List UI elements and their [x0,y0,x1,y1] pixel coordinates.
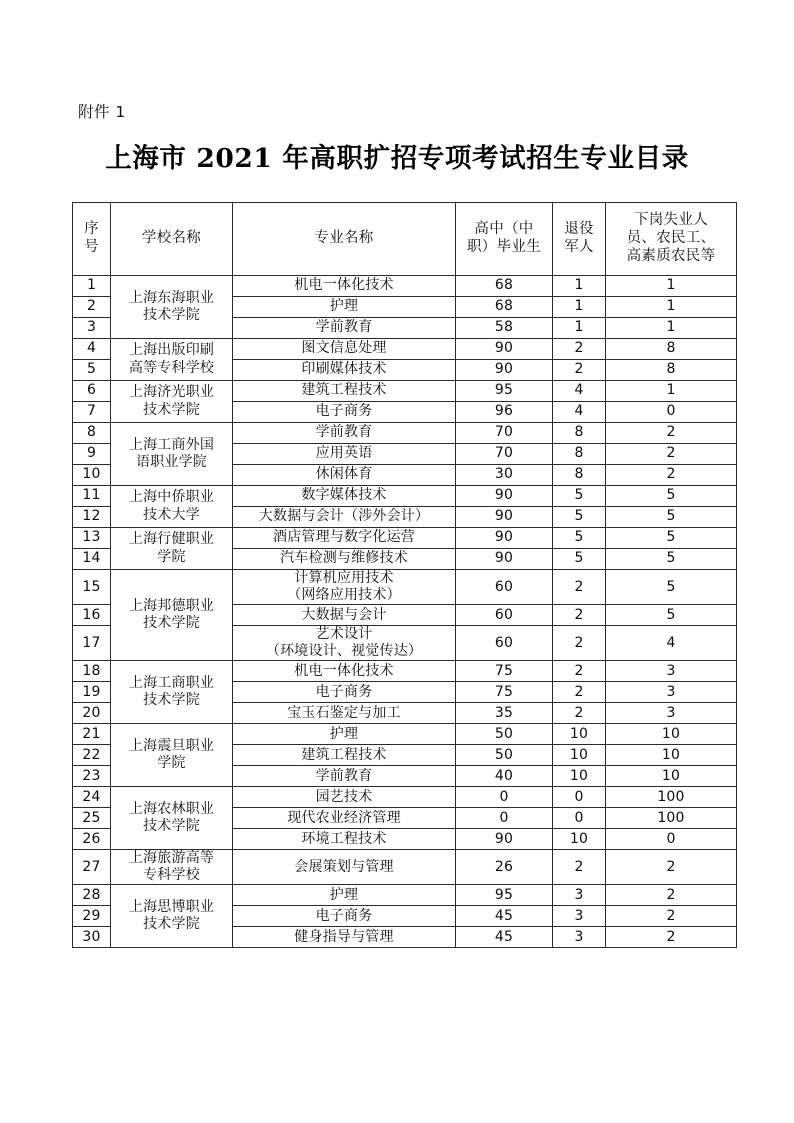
cell-high-school-quota: 75 [456,682,553,703]
cell-major-name: 机电一体化技术 [233,661,456,682]
cell-major-name: 大数据与会计 [233,605,456,626]
page-title: 上海市 2021 年高职扩招专项考试招生专业目录 [105,143,689,174]
cell-veteran-quota: 4 [553,381,606,402]
cell-seq: 19 [73,682,111,703]
cell-other-groups-quota: 3 [606,661,737,682]
cell-major-name: 数字媒体技术 [233,486,456,507]
cell-major-name: 印刷媒体技术 [233,360,456,381]
table-row [73,570,737,605]
school-name-line2: 语职业学院 [136,454,207,470]
school-name-line1: 上海思博职业 [128,899,215,916]
cell-veteran-quota: 2 [553,682,606,703]
cell-other-groups-quota: 5 [606,605,737,626]
major-name-line1: 艺术设计 [315,626,373,643]
cell-high-school-quota: 0 [456,808,553,829]
cell-seq: 13 [73,528,111,549]
school-name-line2: 技术学院 [143,818,200,835]
cell-other-groups-quota: 10 [606,745,737,766]
school-name-line1: 上海济光职业 [128,384,215,401]
school-name-line2: 技术学院 [143,916,200,933]
cell-major-name: 护理 [233,297,456,318]
school-name-line1: 上海东海职业 [128,289,215,306]
column-header-major: 专业名称 [233,203,456,276]
cell-other-groups-quota: 2 [606,906,737,927]
school-name-line2: 高等专科学校 [128,359,215,376]
cell-seq: 5 [73,360,111,381]
cell-veteran-quota: 2 [553,570,606,605]
cell-major-name: 建筑工程技术 [233,745,456,766]
cell-veteran-quota: 10 [553,766,606,787]
column-header-other-line3: 高素质农民等 [626,247,716,264]
cell-veteran-quota: 2 [553,703,606,724]
cell-major-name: 护理 [233,724,456,745]
cell-high-school-quota: 60 [456,570,553,605]
cell-major-name: 园艺技术 [233,787,456,808]
school-name-line1: 上海震旦职业 [128,738,215,755]
cell-major-name: 应用英语 [233,444,456,465]
school-name-line1: 上海中侨职业 [128,489,215,506]
cell-veteran-quota: 2 [553,626,606,661]
cell-seq: 11 [73,486,111,507]
cell-seq: 4 [73,339,111,360]
cell-other-groups-quota: 2 [606,423,737,444]
cell-high-school-quota: 70 [456,423,553,444]
cell-veteran-quota: 5 [553,528,606,549]
cell-seq: 10 [73,465,111,486]
cell-seq: 9 [73,444,111,465]
cell-other-groups-quota: 100 [606,787,737,808]
cell-veteran-quota: 8 [553,444,606,465]
cell-seq: 17 [73,626,111,661]
cell-school-name [111,885,233,948]
cell-seq: 16 [73,605,111,626]
cell-seq: 12 [73,507,111,528]
table-row [73,381,737,402]
cell-high-school-quota: 90 [456,829,553,850]
major-catalog-table [72,202,737,948]
cell-high-school-quota: 68 [456,276,553,297]
cell-major-name: 宝玉石鉴定与加工 [233,703,456,724]
table-row [73,528,737,549]
cell-high-school-quota: 60 [456,605,553,626]
column-header-hs-line1: 高中（中 [474,221,534,238]
cell-major-name: 学前教育 [233,766,456,787]
cell-seq: 15 [73,570,111,605]
school-name-line1: 上海农林职业 [128,801,215,818]
cell-veteran-quota: 3 [553,927,606,948]
table-row [73,724,737,745]
cell-other-groups-quota: 0 [606,402,737,423]
cell-seq: 25 [73,808,111,829]
cell-high-school-quota: 50 [456,745,553,766]
table-header-row [73,203,737,276]
attachment-label: 附件 1 [78,103,126,121]
cell-high-school-quota: 90 [456,360,553,381]
column-header-high-school-grad [456,203,553,276]
cell-high-school-quota: 35 [456,703,553,724]
cell-high-school-quota: 30 [456,465,553,486]
cell-veteran-quota: 8 [553,423,606,444]
cell-major-name: 电子商务 [233,682,456,703]
cell-other-groups-quota: 8 [606,360,737,381]
cell-other-groups-quota: 2 [606,444,737,465]
school-name-line2: 技术学院 [143,692,200,709]
cell-other-groups-quota: 3 [606,682,737,703]
table-row [73,885,737,906]
cell-other-groups-quota: 10 [606,766,737,787]
cell-high-school-quota: 0 [456,787,553,808]
cell-high-school-quota: 90 [456,486,553,507]
cell-major-name: 建筑工程技术 [233,381,456,402]
cell-veteran-quota: 2 [553,605,606,626]
cell-veteran-quota: 2 [553,339,606,360]
cell-seq: 7 [73,402,111,423]
cell-seq: 6 [73,381,111,402]
cell-major-name: 电子商务 [233,402,456,423]
cell-other-groups-quota: 10 [606,724,737,745]
cell-school-name [111,528,233,570]
cell-high-school-quota: 90 [456,528,553,549]
major-name-line2: （网络应用技术） [287,587,401,604]
school-name-line2: 学院 [157,755,186,772]
major-name-line2: （环境设计、视觉传达） [265,643,423,660]
cell-veteran-quota: 10 [553,724,606,745]
cell-veteran-quota: 10 [553,829,606,850]
cell-high-school-quota: 90 [456,549,553,570]
cell-high-school-quota: 40 [456,766,553,787]
school-name-line2: 技术学院 [143,615,200,632]
cell-major-name: 汽车检测与维修技术 [233,549,456,570]
cell-seq: 26 [73,829,111,850]
cell-seq: 3 [73,318,111,339]
cell-veteran-quota: 3 [553,885,606,906]
column-header-hs-line2: 职）毕业生 [467,239,541,255]
cell-major-name: 健身指导与管理 [233,927,456,948]
cell-high-school-quota: 45 [456,927,553,948]
school-name-line1: 上海行健职业 [128,531,215,548]
cell-high-school-quota: 95 [456,885,553,906]
cell-other-groups-quota: 5 [606,528,737,549]
table-body [73,276,737,948]
cell-high-school-quota: 26 [456,850,553,885]
school-name-line2: 学院 [157,548,186,565]
cell-other-groups-quota: 5 [606,570,737,605]
cell-major-name: 学前教育 [233,318,456,339]
cell-high-school-quota: 75 [456,661,553,682]
cell-school-name [111,661,233,724]
cell-other-groups-quota: 8 [606,339,737,360]
cell-veteran-quota: 4 [553,402,606,423]
cell-veteran-quota: 0 [553,808,606,829]
table-row [73,486,737,507]
cell-seq: 27 [73,850,111,885]
cell-other-groups-quota: 2 [606,885,737,906]
school-name-line1: 上海出版印刷 [128,342,215,359]
cell-major-name [233,626,456,661]
cell-other-groups-quota: 2 [606,927,737,948]
cell-seq: 18 [73,661,111,682]
cell-seq: 28 [73,885,111,906]
cell-high-school-quota: 96 [456,402,553,423]
cell-school-name [111,724,233,787]
column-header-other-groups [606,203,737,276]
school-name-line1: 上海旅游高等 [128,850,215,867]
cell-other-groups-quota: 1 [606,297,737,318]
cell-high-school-quota: 58 [456,318,553,339]
major-name-line1: 计算机应用技术 [294,570,394,586]
cell-veteran-quota: 1 [553,318,606,339]
cell-other-groups-quota: 3 [606,703,737,724]
table-header [73,203,737,276]
cell-other-groups-quota: 4 [606,626,737,661]
cell-veteran-quota: 5 [553,507,606,528]
cell-veteran-quota: 0 [553,787,606,808]
column-header-seq-line1: 序 [84,221,99,238]
cell-high-school-quota: 90 [456,507,553,528]
column-header-school: 学校名称 [111,203,233,276]
table-row [73,339,737,360]
cell-other-groups-quota: 1 [606,276,737,297]
cell-veteran-quota: 1 [553,276,606,297]
cell-major-name: 休闲体育 [233,465,456,486]
cell-high-school-quota: 95 [456,381,553,402]
cell-school-name [111,570,233,661]
cell-major-name: 电子商务 [233,906,456,927]
cell-major-name: 大数据与会计（涉外会计） [233,507,456,528]
catalog-table-container [72,202,736,948]
cell-veteran-quota: 10 [553,745,606,766]
cell-other-groups-quota: 5 [606,486,737,507]
table-row [73,661,737,682]
cell-high-school-quota: 50 [456,724,553,745]
cell-seq: 1 [73,276,111,297]
cell-seq: 20 [73,703,111,724]
cell-veteran-quota: 2 [553,661,606,682]
cell-seq: 22 [73,745,111,766]
cell-seq: 24 [73,787,111,808]
cell-other-groups-quota: 2 [606,465,737,486]
school-name-line1: 上海工商职业 [128,675,215,692]
cell-school-name [111,423,233,486]
school-name-line1: 上海工商外国 [128,436,215,453]
cell-seq: 21 [73,724,111,745]
cell-seq: 23 [73,766,111,787]
column-header-other-line1: 下岗失业人 [634,212,708,229]
cell-seq: 14 [73,549,111,570]
cell-school-name [111,787,233,850]
cell-major-name: 学前教育 [233,423,456,444]
table-row [73,423,737,444]
cell-major-name: 机电一体化技术 [233,276,456,297]
cell-high-school-quota: 68 [456,297,553,318]
cell-other-groups-quota: 5 [606,507,737,528]
cell-other-groups-quota: 100 [606,808,737,829]
column-header-veteran [553,203,606,276]
cell-high-school-quota: 70 [456,444,553,465]
cell-other-groups-quota: 0 [606,829,737,850]
school-name-line2: 技术大学 [143,506,200,523]
cell-veteran-quota: 2 [553,360,606,381]
cell-major-name: 图文信息处理 [233,339,456,360]
cell-school-name [111,339,233,381]
cell-major-name [233,570,456,605]
table-row [73,276,737,297]
cell-major-name: 现代农业经济管理 [233,808,456,829]
cell-other-groups-quota: 5 [606,549,737,570]
cell-high-school-quota: 60 [456,626,553,661]
cell-major-name: 环境工程技术 [233,829,456,850]
cell-school-name [111,381,233,423]
cell-major-name: 酒店管理与数字化运营 [233,528,456,549]
school-name-line2: 技术学院 [143,401,200,418]
school-name-line2: 技术学院 [143,307,200,323]
cell-veteran-quota: 1 [553,297,606,318]
cell-veteran-quota: 5 [553,486,606,507]
cell-school-name [111,276,233,339]
cell-veteran-quota: 8 [553,465,606,486]
cell-veteran-quota: 3 [553,906,606,927]
cell-high-school-quota: 90 [456,339,553,360]
cell-major-name: 护理 [233,885,456,906]
column-header-seq [73,203,111,276]
cell-other-groups-quota: 1 [606,318,737,339]
table-row [73,787,737,808]
column-header-other-line2: 员、农民工、 [626,230,716,247]
cell-veteran-quota: 2 [553,850,606,885]
table-row [73,850,737,885]
cell-seq: 29 [73,906,111,927]
cell-other-groups-quota: 1 [606,381,737,402]
cell-veteran-quota: 5 [553,549,606,570]
cell-high-school-quota: 45 [456,906,553,927]
column-header-seq-line2: 号 [84,239,99,255]
cell-school-name [111,850,233,885]
school-name-line1: 上海邦德职业 [128,598,215,615]
cell-other-groups-quota: 2 [606,850,737,885]
school-name-line2: 专科学校 [143,867,200,884]
column-header-vet-line1: 退役 [564,221,594,238]
cell-seq: 8 [73,423,111,444]
cell-school-name [111,486,233,528]
cell-seq: 30 [73,927,111,948]
cell-major-name: 会展策划与管理 [233,850,456,885]
cell-seq: 2 [73,297,111,318]
column-header-vet-line2: 军人 [564,239,594,255]
